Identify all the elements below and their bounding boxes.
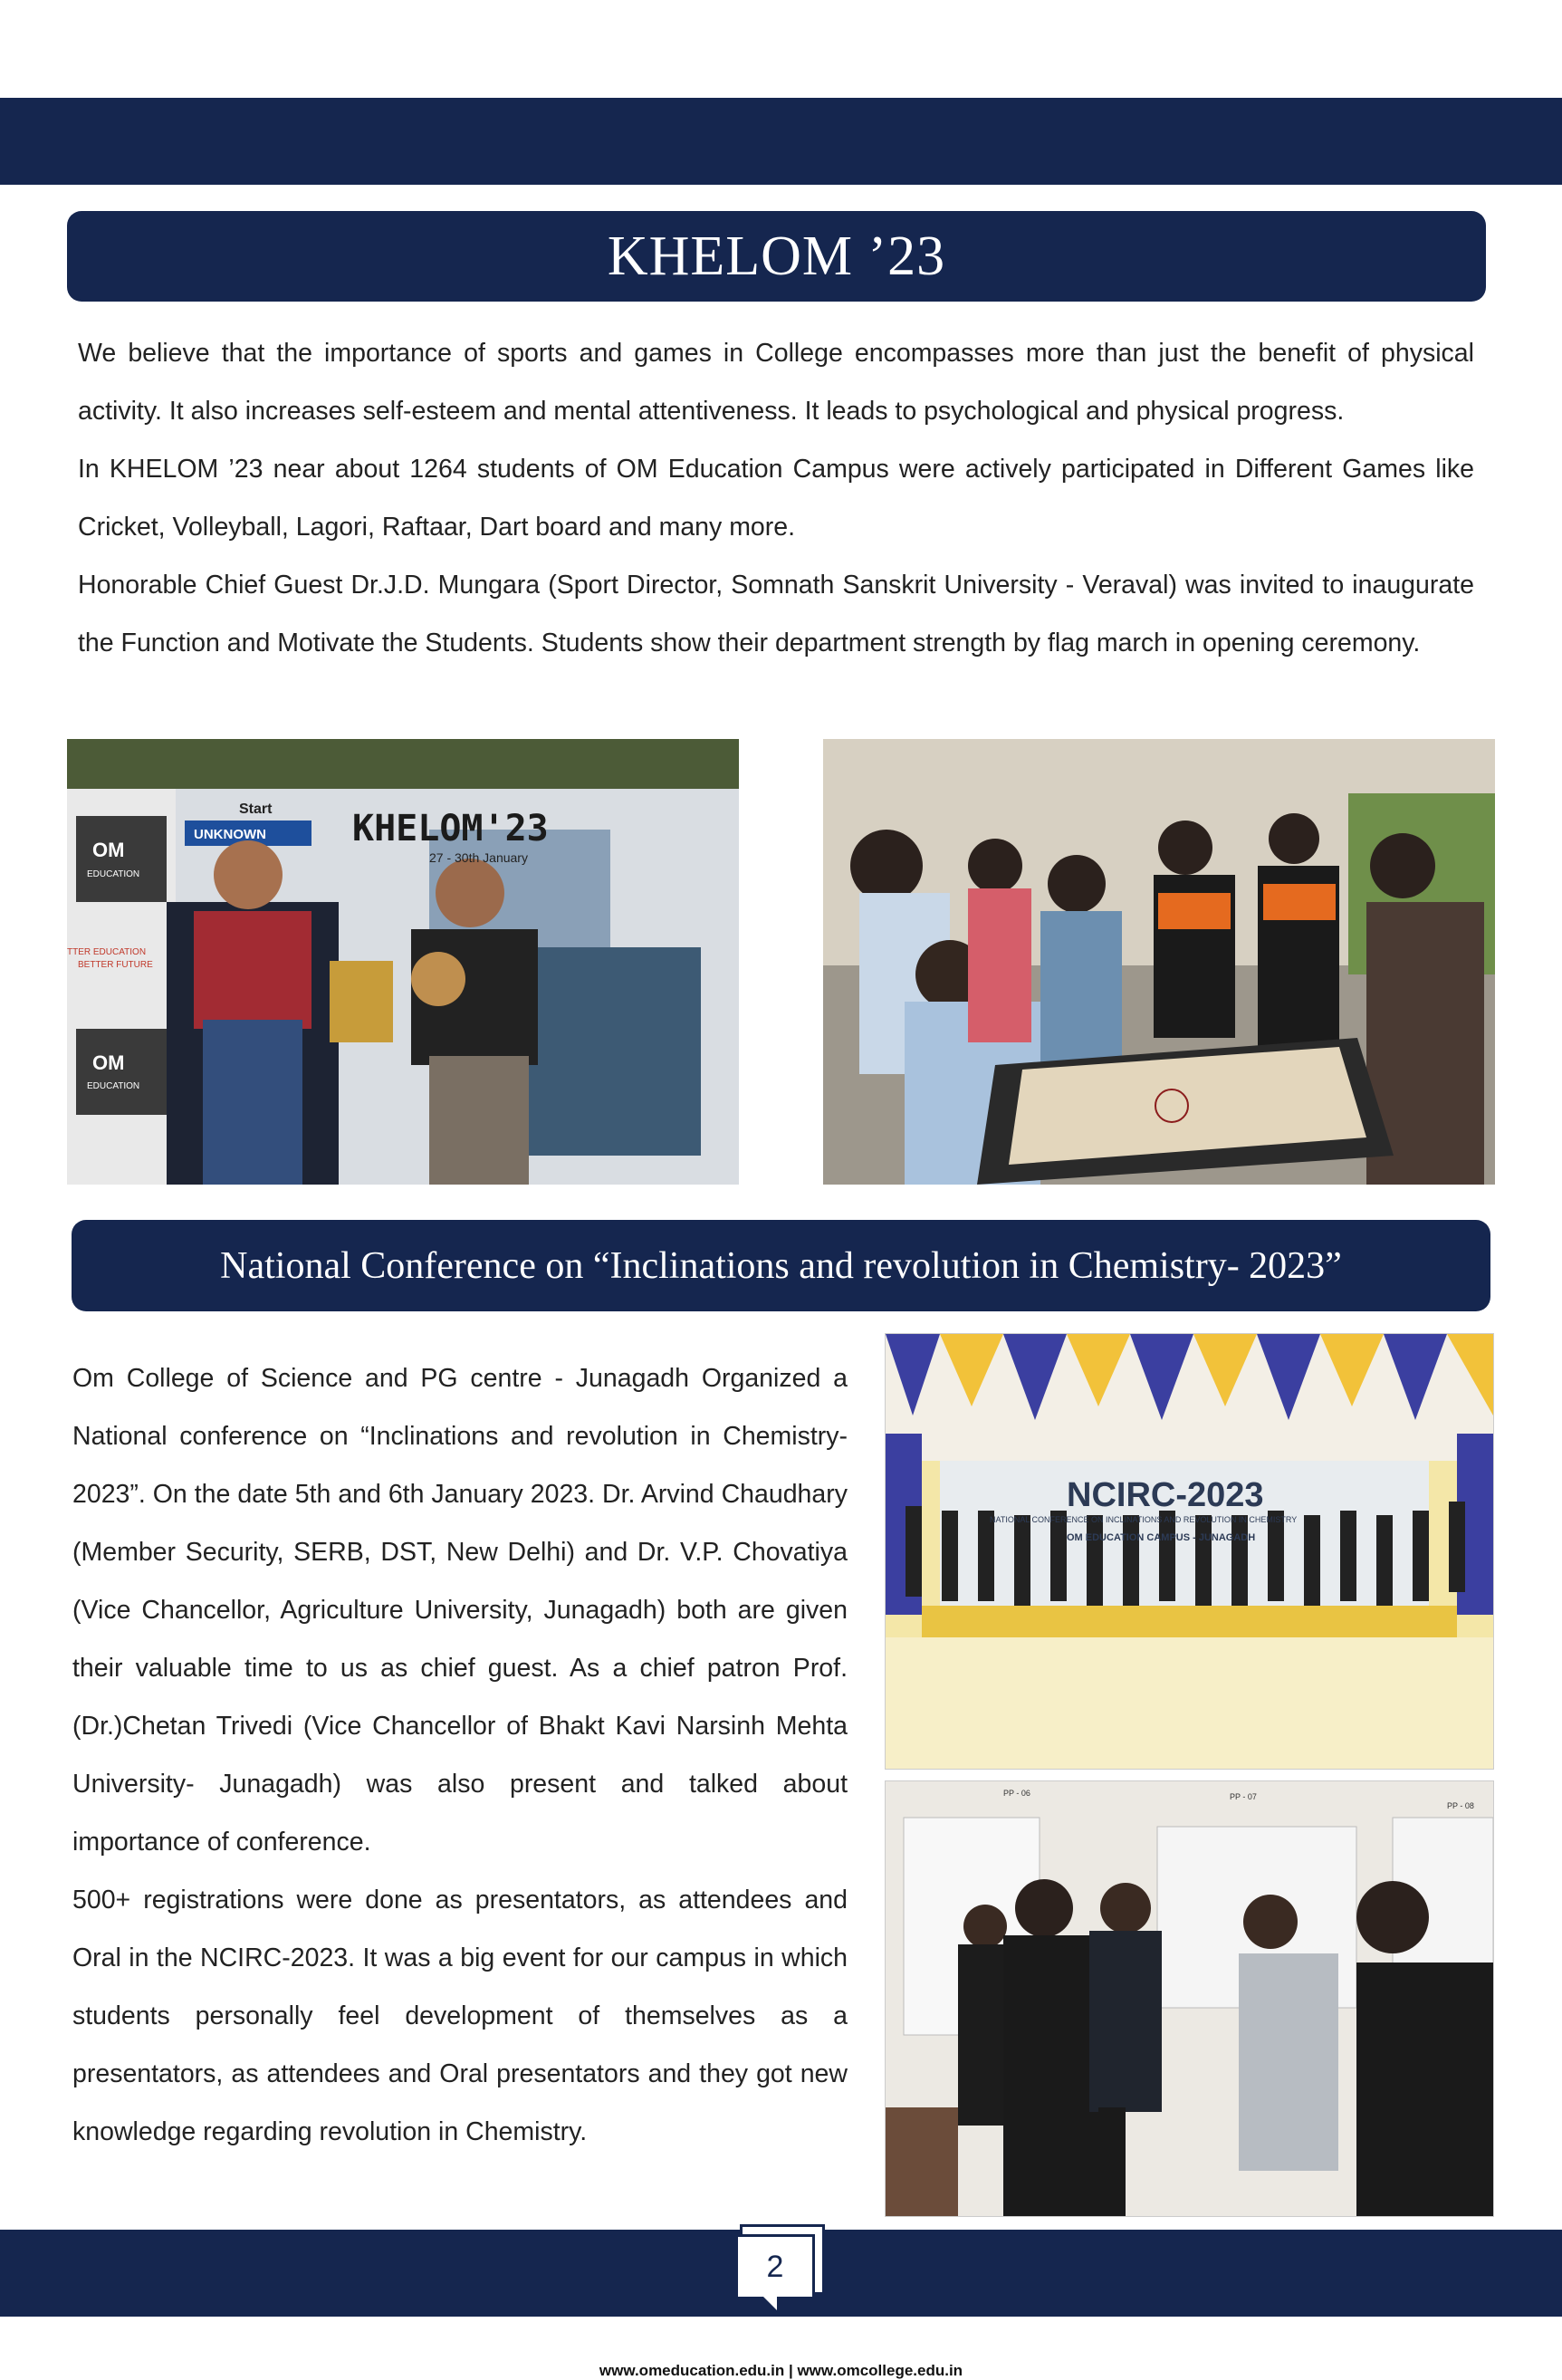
- khelom-paragraph-2: In KHELOM ’23 near about 1264 students of OM Education Campus were actively participated in Different Games like Cricket, Volleyball, Lagori, Raftaar, Dart board and many more.: [78, 455, 1474, 542]
- khelom-body: [78, 324, 1474, 672]
- photo-award-presentation: [67, 739, 739, 1185]
- conference-paragraph-2: 500+ registrations were done as presentators, as attendees and Oral in the NCIRC-2023. It was a big event for our campus in which students personally feel development of themselves as a presentators, as attendees and Oral presentators and they got new knowledge regarding revolution in Chemistry.: [72, 1886, 848, 2146]
- footer-urls: www.omeducation.edu.in | www.omcollege.edu.in: [599, 2362, 963, 2379]
- photo1-tagline-1: TTER EDUCATION: [67, 947, 147, 957]
- page-number: 2: [735, 2234, 815, 2299]
- conference-body: [72, 1349, 848, 2161]
- khelom-paragraph-1: We believe that the importance of sports and games in College encompasses more than just the benefit of physical activity. It also increases self-esteem and mental attentiveness. It leads to psychological and physical progress.: [78, 339, 1474, 426]
- section-title-conference: National Conference on “Inclinations and revolution in Chemistry- 2023”: [72, 1220, 1490, 1311]
- photo-poster-presentation: [885, 1780, 1494, 2217]
- section-title-khelom: KHELOM ’23: [67, 211, 1486, 302]
- page-number-tail: [761, 2294, 777, 2310]
- photo1-logo-bottom: OM: [92, 1051, 125, 1074]
- photo4-label-b: PP - 07: [1230, 1792, 1257, 1801]
- photo1-banner-title: KHELOM'23: [352, 808, 549, 849]
- photo-conference-stage: [885, 1333, 1494, 1770]
- photo4-label-c: PP - 08: [1447, 1801, 1474, 1810]
- photo1-logo-top: OM: [92, 839, 125, 861]
- khelom-paragraph-3: Honorable Chief Guest Dr.J.D. Mungara (Sport Director, Somnath Sanskrit University - Veraval) was invited to inaugurate the Function and Motivate the Students. Students show their department strength by flag march in opening ceremony.: [78, 571, 1474, 657]
- photo1-tagline-2: BETTER FUTURE: [78, 960, 153, 970]
- photo4-label-a: PP - 06: [1003, 1789, 1030, 1798]
- photo-carrom-game: [823, 739, 1495, 1185]
- header-bar: [0, 98, 1562, 185]
- photo1-logo-sub-top: EDUCATION: [87, 869, 140, 879]
- photo3-banner-sub: NATIONAL CONFERENCE ON INCLINATIONS AND REVOLUTION IN CHEMISTRY: [990, 1515, 1298, 1524]
- photo1-logo-sub-bottom: EDUCATION: [87, 1081, 140, 1091]
- photo1-banner-start: Start: [239, 801, 273, 817]
- photo3-banner-place: OM EDUCATION CAMPUS - JUNAGADH: [1067, 1532, 1256, 1543]
- conference-paragraph-1: Om College of Science and PG centre - Junagadh Organized a National conference on “Inclinations and revolution in Chemistry-2023”. On the date 5th and 6th January 2023. Dr. Arvind Chaudhary (Member Security, SERB, DST, New Delhi) and Dr. V.P. Chovatiya (Vice Chancellor, Agriculture University, Junagadh) both are given their valuable time to us as chief guest. As a chief patron Prof.(Dr.)Chetan Trivedi (Vice Chancellor of Bhakt Kavi Narsinh Mehta University- Junagadh) was also present and talked about importance of conference.: [72, 1364, 848, 1857]
- photo1-banner-date: 27 - 30th January: [429, 850, 528, 865]
- photo1-banner-unknown: UNKNOWN: [194, 827, 266, 842]
- photo3-banner-title: NCIRC-2023: [1067, 1476, 1264, 1514]
